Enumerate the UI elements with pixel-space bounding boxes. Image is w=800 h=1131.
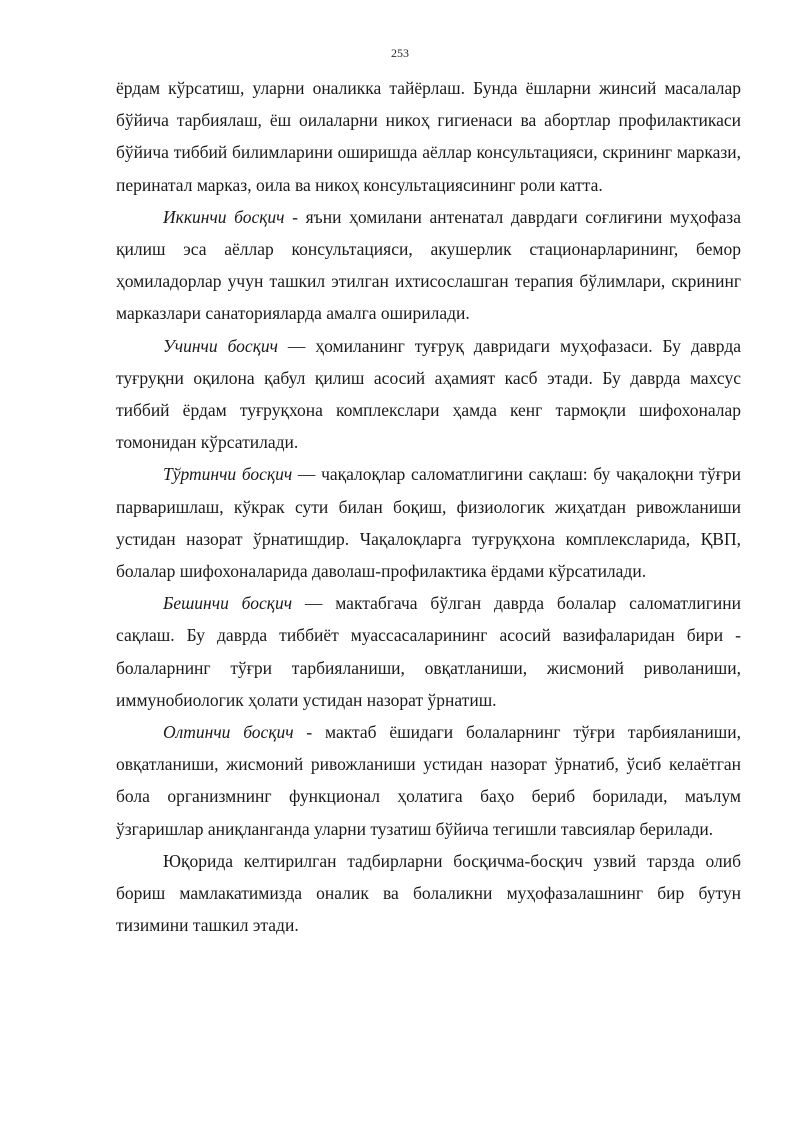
paragraph-stage-2 — [116, 201, 741, 330]
paragraph-text: Юқорида келтирилган тадбирларни босқичма-босқич узвий тарзда олиб бориш мамлакатимизда оналик ва болаликни муҳофазалашнинг бир бутун тизимини ташкил этади. — [116, 850, 741, 936]
paragraph-stage-6 — [116, 716, 741, 845]
stage-heading: Бешинчи босқич — [163, 593, 293, 614]
paragraph-stage-5 — [116, 587, 741, 716]
stage-heading: Олтинчи босқич — [163, 722, 294, 743]
paragraph-text: — ҳомиланинг туғруқ давридаги муҳофазаси. Бу даврда туғруқни оқилона қабул қилиш асосий аҳамият касб этади. Бу даврда махсус тиббий ёрдам туғруқхона комплекслари ҳамда кенг тармоқли шифохоналар томонидан кўрсатилади. — [116, 335, 741, 453]
paragraph-text: — мактабгача бўлган даврда болалар саломатлигини сақлаш. Бу даврда тиббиёт муассасаларининг асосий вазифаларидан бири - болаларнинг тўғри тарбияланиши, овқатланиши, жисмоний риволаниши, иммунобиологик ҳолати устидан назорат ўрнатиш. — [116, 593, 741, 710]
paragraph-text: — чақалоқлар саломатлигини сақлаш: бу чақалоқни тўғри парваришлаш, кўкрак сути билан боқиш, физиологик жиҳатдан ривожланиши устидан назорат ўрнатишдир. Чақалоқларга туғруқхона комплексларида, ҚВП, болалар шифохоналарида даволаш-профилактика ёрдами кўрсатилади. — [116, 464, 742, 582]
paragraph-stage-4 — [116, 458, 741, 587]
body-text — [116, 72, 741, 941]
paragraph-conclusion — [116, 845, 741, 942]
stage-heading: Иккинчи босқич — [163, 206, 285, 227]
paragraph-stage-3 — [116, 330, 741, 459]
page-number: 253 — [391, 46, 409, 60]
paragraph-text: ёрдам кўрсатиш, уларни оналикка тайёрлаш. Бунда ёшларни жинсий масалалар бўйича тарбиялаш, ёш оилаларни никоҳ гигиенаси ва абортлар профилактикаси бўйича тиббий билимларини оширишда аёллар консультацияси, скрининг маркази, перинатал марказ, оила ва никоҳ консультациясининг роли катта. — [116, 78, 741, 195]
paragraph-continuation — [116, 72, 741, 201]
paragraph-text: - яъни ҳомилани антенатал даврдаги соғлиғини муҳофаза қилиш эса аёллар консультацияси, акушерлик стационарларининг, бемор ҳомиладорлар учун ташкил этилган ихтисослашган терапия бўлимлари, скрининг марказлари санаторияларда амалга оширилади. — [116, 206, 741, 324]
paragraph-text: - мактаб ёшидаги болаларнинг тўғри тарбияланиши, овқатланиши, жисмоний ривожланиши устидан назорат ўрнатиб, ўсиб келаётган бола организмнинг функционал ҳолатига баҳо бериб борилади, маълум ўзгаришлар аниқланганда уларни тузатиш бўйича тегишли тавсиялар берилади. — [116, 722, 741, 839]
stage-heading: Учинчи босқич — [163, 335, 278, 356]
stage-heading: Тўртинчи босқич — [163, 464, 293, 485]
